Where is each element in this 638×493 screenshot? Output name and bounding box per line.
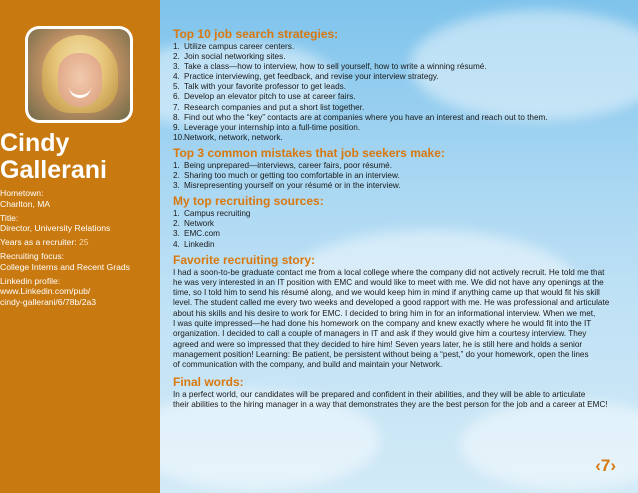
title-label: Title:	[0, 212, 19, 223]
profile-name	[0, 130, 160, 184]
years-label: Years as a recruiter:	[0, 237, 77, 248]
final-heading: Final words:	[173, 374, 244, 389]
linkedin-url-line1[interactable]: www.Linkedin.com/pub/	[0, 286, 91, 297]
story-paragraph: I had a soon-to-be graduate contact me from a local college where the company did not actively recruit. He told me that he was very interested in an IT position with EMC and would like to meet with me. We did not have any openings at the time, so I told him to send his résumé along, and we would keep him in mind if anything came up that would fit his skill level. The student called me every two weeks and developed a good rapport with me. He was professional and articulate about his skills and his desire to work for EMC. I decided to bring him in for an informational interview. When we met, I was quite impressed—he had done his homework on the company and knew exactly where he would fit into the IT organization. I decided to call a couple of managers in IT and ask if they would give him a courtesy interview. They agreed and were so impressed that they decided to hire him! Seven years later, he is still here and holds a senior management position! Learning: Be patient, be persistent without being a “pest,” do your homework, open the lines of communication with the company, and build and maintain your Network.	[173, 267, 610, 370]
list-item: 5. Talk with your favorite professor to get leads.	[173, 82, 347, 92]
list-item: 7. Research companies and put a short list together.	[173, 102, 365, 112]
list-item: 4. Linkedin	[173, 239, 215, 249]
linkedin-block	[0, 276, 158, 308]
hometown-label: Hometown:	[0, 188, 44, 198]
list-item: 1. Utilize campus career centers.	[173, 42, 295, 51]
profile-info	[0, 188, 158, 311]
main-content-area	[160, 0, 638, 493]
focus-value: College Interns and Recent Grads	[0, 261, 130, 272]
years-value: 25	[78, 237, 89, 248]
list-item: 4. Practice interviewing, get feedback, and revise your interview strategy.	[173, 72, 439, 82]
photo-face	[58, 53, 102, 107]
focus-label: Recruiting focus:	[0, 250, 65, 261]
article-content	[173, 27, 628, 414]
profile-photo	[28, 29, 130, 120]
list-item: 6. Develop an elevator pitch to use at career fairs.	[173, 92, 356, 102]
hometown-value: Charlton, MA	[0, 198, 51, 209]
title-value: Director, University Relations	[0, 223, 111, 234]
list-item: 3. Misrepresenting yourself on your résumé or in the interview.	[173, 181, 401, 191]
list-item: 10. Network, network, network.	[173, 132, 283, 142]
list-item: 3. EMC.com	[173, 229, 220, 239]
sources-list	[173, 209, 628, 249]
page-number: ‹7›	[595, 456, 616, 475]
linkedin-label: Linkedin profile:	[0, 275, 61, 286]
hometown-block	[0, 188, 158, 210]
years-block	[0, 237, 158, 248]
list-item: 2. Join social networking sites.	[173, 52, 286, 62]
mistakes-heading: Top 3 common mistakes that job seekers make:	[173, 145, 445, 160]
mistakes-list	[173, 161, 628, 191]
linkedin-url-line2[interactable]: cindy-gallerani/6/78b/2a3	[0, 297, 97, 308]
list-item: 2. Network	[173, 219, 215, 229]
strategies-list	[173, 42, 628, 143]
strategies-heading: Top 10 job search strategies:	[173, 27, 339, 41]
focus-block	[0, 251, 158, 273]
final-paragraph: In a perfect world, our candidates will be prepared and confident in their abilities, and they will be able to articulate their abilities to the hiring manager in a way that demonstrates they are the best person for the job and a career at EMC!	[173, 389, 608, 409]
first-name: Cindy	[0, 129, 70, 157]
profile-sidebar	[0, 0, 160, 493]
title-block	[0, 213, 158, 235]
sources-heading: My top recruiting sources:	[173, 194, 324, 209]
last-name: Gallerani	[0, 156, 107, 184]
list-item: 3. Take a class—how to interview, how to sell yourself, how to write a winning résumé.	[173, 62, 487, 72]
list-item: 2. Sharing too much or getting too comfortable in an interview.	[173, 171, 400, 181]
list-item: 1. Campus recruiting	[173, 209, 251, 219]
list-item: 9. Leverage your internship into a full-time position.	[173, 122, 361, 132]
story-heading: Favorite recruiting story:	[173, 252, 316, 267]
list-item: 1. Being unprepared—interviews, career fairs, poor résumé.	[173, 160, 392, 170]
profile-photo-frame	[25, 26, 133, 123]
list-item: 8. Find out who the “key” contacts are at companies where you have an interest and reach out to them.	[173, 112, 548, 122]
